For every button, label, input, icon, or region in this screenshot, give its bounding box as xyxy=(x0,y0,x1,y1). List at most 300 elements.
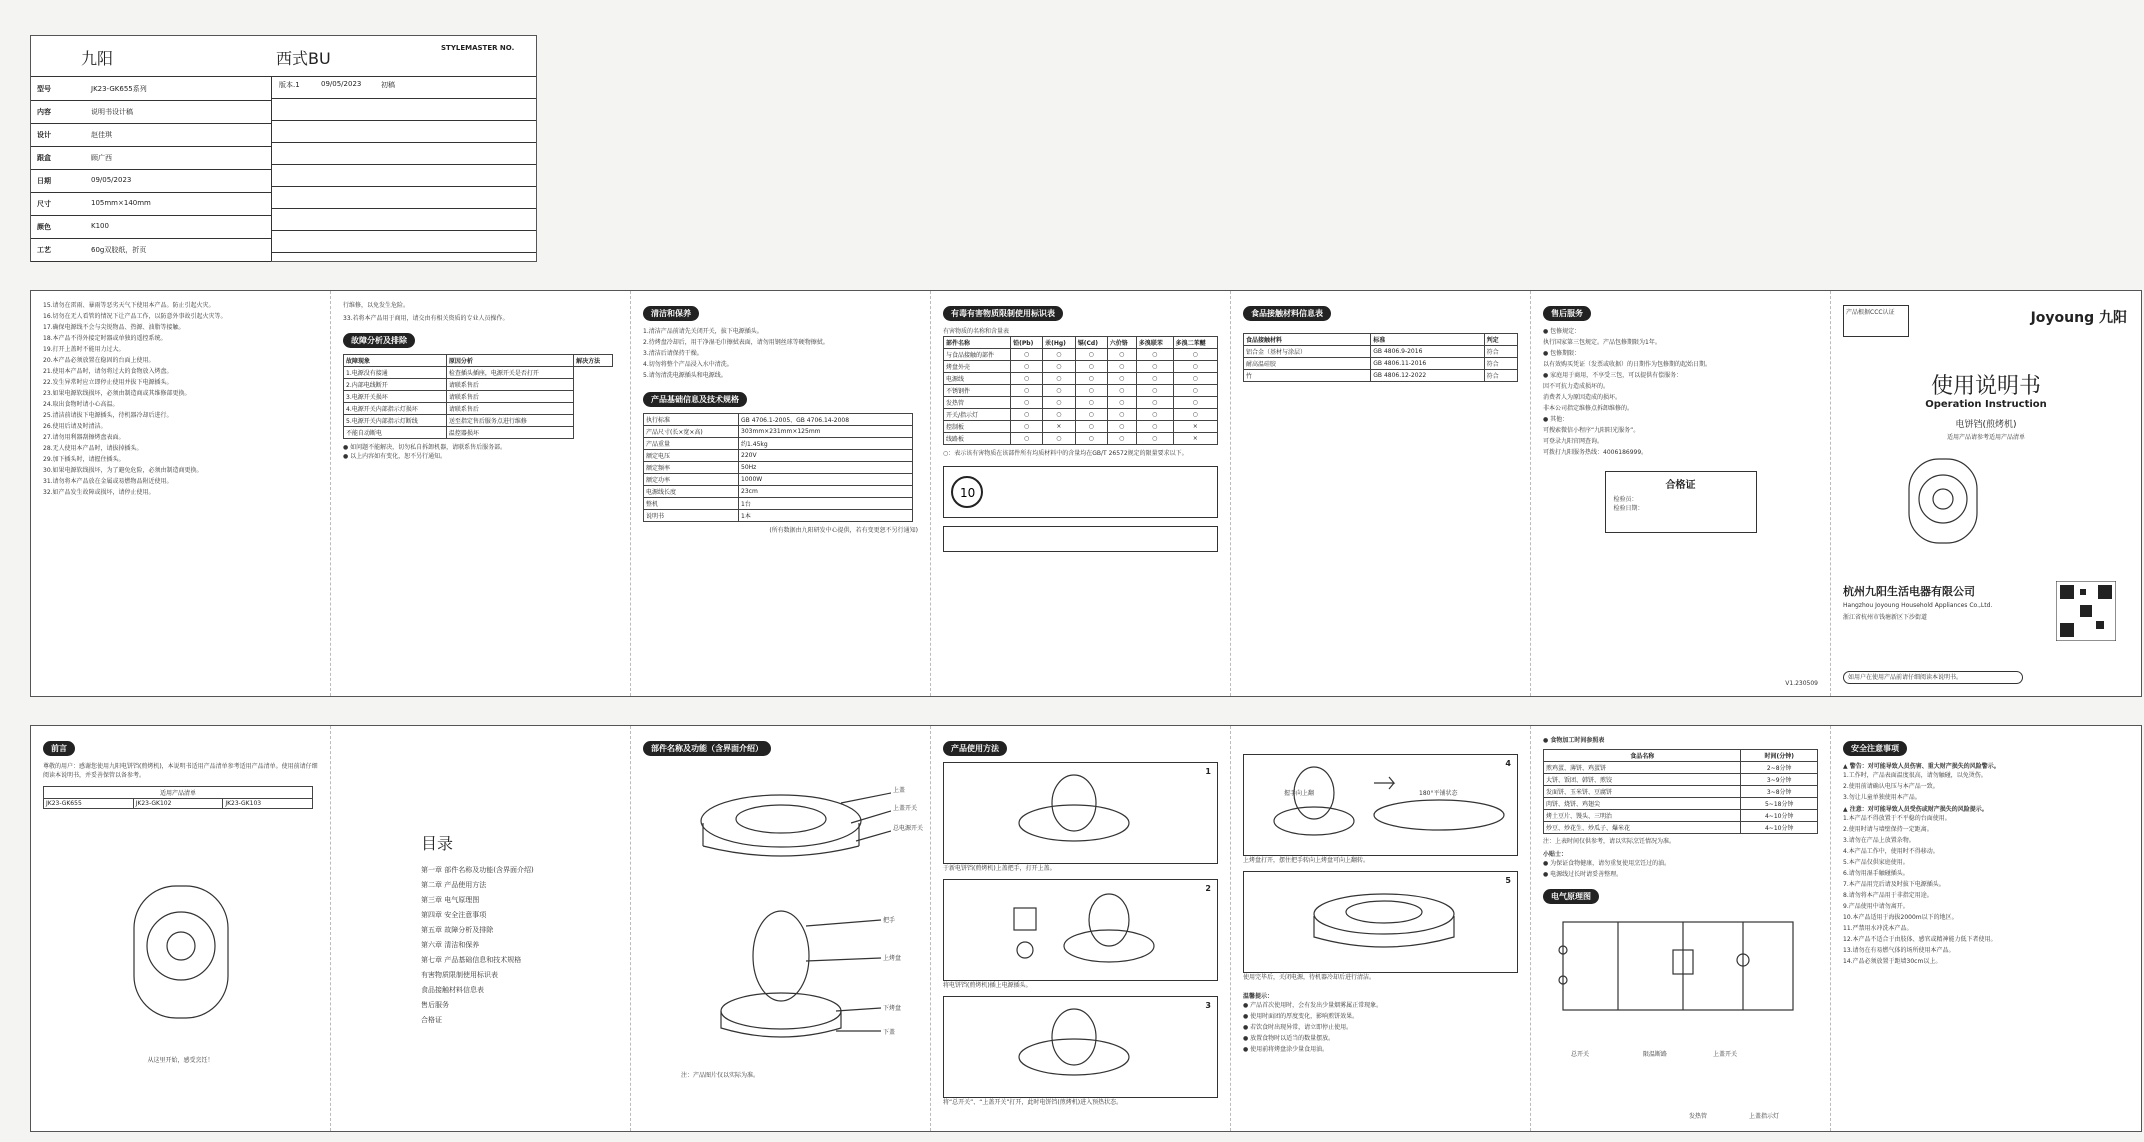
toc-item: 第五章 故障分析及排除 xyxy=(421,926,494,934)
spec-row-value: 09/05/2023 xyxy=(91,176,132,184)
spec-row-label: 型号 xyxy=(37,85,51,93)
tips-list xyxy=(1243,1001,1518,1054)
cook-food: 发面饼、玉米饼、豆腐饼 xyxy=(1544,786,1741,798)
cook-head-food: 食品名称 xyxy=(1544,750,1741,762)
spec-grid-line xyxy=(272,252,536,253)
hazard-head-cell: 多溴联苯 xyxy=(1136,337,1173,349)
step-1-illustration xyxy=(1014,771,1144,859)
clean-item: 5.请勿清洗电源插头和电源线。 xyxy=(643,372,727,379)
spec-row xyxy=(31,124,271,147)
hazard-cell: ○ xyxy=(1043,397,1076,409)
cook-time: 3~8分钟 xyxy=(1741,786,1818,798)
safety-continued-item: 26.使用后请及时清洁。 xyxy=(43,423,107,430)
food-row xyxy=(1244,370,1518,382)
hazard-cell: ○ xyxy=(1107,349,1136,361)
preface-title: 前言 xyxy=(43,741,75,756)
model-list-table xyxy=(43,786,313,809)
service-item: 以有效购买凭证（发票或收据）的日期作为包修期的起始日期。 xyxy=(1543,361,1712,368)
safety-continued-item: 21.使用本产品时，请勿将过大的食物放入烤盘。 xyxy=(43,368,173,375)
hazard-cell: ○ xyxy=(1043,409,1076,421)
params-key: 整机 xyxy=(644,498,739,510)
certificate-inspector: 检验员： xyxy=(1613,496,1638,503)
preface-footer: 从这里开始，感受烹饪！ xyxy=(147,1057,214,1064)
hazard-cell: ○ xyxy=(1043,349,1076,361)
top-panel-food xyxy=(1231,291,1531,696)
params-value: GB 4706.1-2005、GB 4706.14-2008 xyxy=(739,414,913,426)
preface-text: 尊敬的用户：感谢您使用九阳电饼铛(煎烤机)，本说明书适用产品清单参考适用产品清单。使用前请仔细阅读本说明书，并妥善保管以备参考。 xyxy=(43,763,318,779)
version-label: V1.230509 xyxy=(1785,680,1818,687)
safety-caution-item: 6.请勿用湿手触碰插头。 xyxy=(1843,870,1909,877)
hint-item: ● 电源线过长时请妥善整理。 xyxy=(1543,871,1623,878)
top-panel-clean xyxy=(631,291,931,696)
hazard-cell: ○ xyxy=(1075,421,1107,433)
food-cell: 符合 xyxy=(1484,358,1517,370)
spec-grid-line xyxy=(272,208,536,209)
hazard-cell: ○ xyxy=(1075,397,1107,409)
food-cell: GB 4806.9-2016 xyxy=(1371,346,1484,358)
parts-note: 注：产品图片仅以实际为准。 xyxy=(681,1072,760,1079)
safety-caution-item: 7.本产品用完后请及时拔下电源插头。 xyxy=(1843,881,1945,888)
bottom-panel-preface xyxy=(31,726,331,1131)
safety-caution-item: 12.本产品不适合于由肢体、感官或精神能力低下者使用。 xyxy=(1843,936,1997,943)
safety-item-33: 33.若将本产品用于商用，请交由有相关资质的专业人员操作。 xyxy=(343,315,509,322)
params-row xyxy=(644,462,913,474)
cook-row xyxy=(1544,810,1818,822)
hazard-cell: ○ xyxy=(1043,385,1076,397)
spec-grid-line xyxy=(272,142,536,143)
params-row xyxy=(644,426,913,438)
cook-time: 5~18分钟 xyxy=(1741,798,1818,810)
product-illustration xyxy=(1903,451,1983,551)
cook-time: 2~8分钟 xyxy=(1741,762,1818,774)
spec-brand: 九阳 xyxy=(81,49,114,68)
cook-food: 肉饼、烧饼、鸡翅尖 xyxy=(1544,798,1741,810)
safety-caution-item: 14.产品必须放置于距墙30cm以上。 xyxy=(1843,958,1942,965)
hazard-cell: ○ xyxy=(1043,373,1076,385)
step-3-number: 3 xyxy=(1205,1001,1211,1010)
cook-time: 4~10分钟 xyxy=(1741,810,1818,822)
fault-row xyxy=(344,379,613,391)
clean-item: 1.清洁产品前请先关闭开关，拔下电源插头。 xyxy=(643,328,763,335)
bottom-panel-toc xyxy=(331,726,631,1131)
tip-item: ● 产品首次使用时，会有发出少量烟雾属正常现象。 xyxy=(1243,1002,1383,1009)
hazard-head-cell: 部件名称 xyxy=(944,337,1011,349)
safety-caution: ▲ 注意：对可能导致人员受伤或财产损失的风险提示。 xyxy=(1843,806,1988,813)
top-panel-safety-cont xyxy=(31,291,331,696)
spec-rows xyxy=(31,78,271,262)
clean-item: 3.清洁后请保持干燥。 xyxy=(643,350,703,357)
hazard-cell: ○ xyxy=(1173,373,1217,385)
hazard-row xyxy=(944,421,1218,433)
cook-row xyxy=(1544,822,1818,834)
hazard-cell: ○ xyxy=(1011,397,1043,409)
toc-item: 有害物质限制使用标识表 xyxy=(421,971,498,979)
hazard-cell: 不锈钢件 xyxy=(944,385,1011,397)
bottom-strip xyxy=(30,725,2142,1132)
safety-continued-item: 24.取出食物时请小心高温。 xyxy=(43,401,119,408)
step-4-illustration xyxy=(1264,763,1514,843)
hint-item: ● 为保证食物健康，请勿重复使用烹饪过的油。 xyxy=(1543,860,1671,867)
params-title: 产品基础信息及技术规格 xyxy=(643,392,747,407)
hazard-cell: ○ xyxy=(1011,409,1043,421)
fault-note-1: ● 如问题不能解决，切勿私自拆卸机器，请联系售后服务部。 xyxy=(343,444,507,451)
top-strip xyxy=(30,290,2142,697)
hazard-cell: ○ xyxy=(1173,361,1217,373)
service-item: 执行国家第三包规定。产品包修期限为1年。 xyxy=(1543,339,1661,346)
spec-stylemaster: STYLEMASTER NO. xyxy=(441,44,515,52)
toc-item: 合格证 xyxy=(421,1016,442,1024)
spec-row-label: 内容 xyxy=(37,108,51,116)
params-value: 约1.45kg xyxy=(739,438,913,450)
cook-time: 3~9分钟 xyxy=(1741,774,1818,786)
service-item: ● 包修期限： xyxy=(1543,350,1581,357)
hazard-cell: ○ xyxy=(1107,361,1136,373)
safety-continued-item: 30.如果电源软线损坏，为了避免危险，必须由制造商更换。 xyxy=(43,467,203,474)
circuit-title: 电气原理图 xyxy=(1543,889,1599,904)
hazard-bottom-box xyxy=(943,526,1218,552)
recycle-box xyxy=(943,466,1218,518)
food-cell: GB 4806.11-2016 xyxy=(1371,358,1484,370)
hazard-cell: ○ xyxy=(1136,373,1173,385)
svg-text:10: 10 xyxy=(960,486,976,500)
cook-title: ● 食物加工时间参照表 xyxy=(1543,737,1605,744)
params-value: 1000W xyxy=(739,474,913,486)
step-4-text: 上烤盘打开，摆住把手转向上烤盘可向上翻转。 xyxy=(1243,857,1370,864)
cook-food: 烤土豆片、馒头、三明治 xyxy=(1544,810,1741,822)
spec-row-label: 跟盒 xyxy=(37,154,51,162)
service-title: 售后服务 xyxy=(1543,306,1591,321)
spec-row-value: 105mm×140mm xyxy=(91,199,151,207)
tip-item: ● 使用前将烤盘涂少量食用油。 xyxy=(1243,1046,1329,1053)
spec-style: 西式BU xyxy=(276,49,331,68)
cook-row xyxy=(1544,774,1818,786)
cover-logo: Joyoung 九阳 xyxy=(2030,310,2127,326)
part-label-handle: 把手 xyxy=(883,917,896,924)
hazard-cell: ○ xyxy=(1011,361,1043,373)
spec-row xyxy=(31,78,271,101)
part-label-upper-plate: 上烤盘 xyxy=(883,955,902,962)
hazard-cell: ○ xyxy=(1107,433,1136,445)
preface-product-illustration xyxy=(126,876,236,1026)
spec-row-label: 日期 xyxy=(37,177,51,185)
safety-continued-item: 20.本产品必须放置在稳固的台面上使用。 xyxy=(43,357,155,364)
hazard-cell: 开关/指示灯 xyxy=(944,409,1011,421)
service-item: 消费者人为原因造成的损坏。 xyxy=(1543,394,1622,401)
part-label-base: 下盖 xyxy=(883,1029,896,1036)
hazard-cell: ○ xyxy=(1043,361,1076,373)
bottom-panel-cook xyxy=(1531,726,1831,1131)
safety-caution-item: 13.请勿在有易燃气体的场所使用本产品。 xyxy=(1843,947,1955,954)
certificate-title: 合格证 xyxy=(1665,480,1696,491)
step-4-number: 4 xyxy=(1505,759,1511,768)
hazard-cell: ○ xyxy=(1136,349,1173,361)
fault-solution: 请联系售后 xyxy=(446,391,573,403)
hazard-cell: ○ xyxy=(1136,361,1173,373)
fault-row xyxy=(344,391,613,403)
spec-version: 版本.1 xyxy=(279,81,300,89)
spec-row xyxy=(31,193,271,216)
safety-continued-item: 17.确保电源线不会与尖锐物品、热源、油脂等接触。 xyxy=(43,324,185,331)
hazard-table xyxy=(943,336,1218,445)
service-item: 因不可抗力造成损坏的。 xyxy=(1543,383,1610,390)
top-panel-fault xyxy=(331,291,631,696)
circuit-diagram xyxy=(1543,910,1813,1025)
service-item: 可登录九阳官网查询。 xyxy=(1543,438,1604,445)
toc-item: 食品接触材料信息表 xyxy=(421,986,484,994)
hazard-cell: ○ xyxy=(1075,349,1107,361)
safety-list-2 xyxy=(1843,814,2129,966)
food-cell: 铝合金（基材与涂层） xyxy=(1244,346,1371,358)
safety-continued-item: 19.打开上盖时不能用力过大。 xyxy=(43,346,125,353)
safety-continued-item: 18.本产品不得外接定时器或单独的遥控系统。 xyxy=(43,335,167,342)
toc-item: 第七章 产品基础信息和技术规格 xyxy=(421,956,522,964)
food-head-material: 食品接触材料 xyxy=(1244,334,1371,346)
fault-cause: 4.电源开关内部指示灯损坏 xyxy=(344,403,447,415)
params-row xyxy=(644,414,913,426)
hazard-cell: ○ xyxy=(1075,361,1107,373)
top-panel-service xyxy=(1531,291,1831,696)
hazard-row xyxy=(944,361,1218,373)
spec-right-lines xyxy=(272,76,536,261)
part-label-lid-switch: 上盖开关 xyxy=(893,805,918,812)
cook-food: 煎鸡蛋、薄饼、鸡蛋饼 xyxy=(1544,762,1741,774)
toc-item: 第四章 安全注意事项 xyxy=(421,911,487,919)
fault-head-symptom: 故障现象 xyxy=(344,355,447,367)
hazard-cell: ○ xyxy=(1107,421,1136,433)
fault-solution: 检查插头插座，电源开关是否打开 xyxy=(446,367,573,379)
service-item: ● 其他： xyxy=(1543,416,1569,423)
spec-row-value: 说明书设计稿 xyxy=(91,108,133,116)
safety-caution-item: 2.使用时请与墙壁保持一定距离。 xyxy=(1843,826,1933,833)
safety-caution-item: 3.请勿在产品上放置杂物。 xyxy=(1843,837,1915,844)
food-cell: 耐高温硅胶 xyxy=(1244,358,1371,370)
hazard-cell: ○ xyxy=(1136,433,1173,445)
part-label-top-cover: 上盖 xyxy=(893,787,906,794)
safety-continued-item: 25.清洁前请拔下电源插头，待机器冷却后进行。 xyxy=(43,412,173,419)
step-2-number: 2 xyxy=(1205,884,1211,893)
params-row xyxy=(644,474,913,486)
hazard-cell: ○ xyxy=(1136,409,1173,421)
fault-table xyxy=(343,354,613,439)
hazard-cell: ○ xyxy=(1173,397,1217,409)
parts-diagram-open xyxy=(711,906,891,1046)
hazard-cell: ○ xyxy=(1107,397,1136,409)
food-cell: 符合 xyxy=(1484,346,1517,358)
safety-item: 2.使用前请确认电压与本产品一致。 xyxy=(1843,783,1939,790)
tip-item: ● 放置食物时以适当的数量摆放。 xyxy=(1243,1035,1335,1042)
hazard-cell: ○ xyxy=(1107,373,1136,385)
params-value: 1台 xyxy=(739,498,913,510)
params-key: 额定功率 xyxy=(644,474,739,486)
cover-company-cn: 杭州九阳生活电器有限公司 xyxy=(1843,585,1975,598)
safety-tail: 行维修，以免发生危险。 xyxy=(343,302,410,309)
safety-continued-item: 28.无人使用本产品时，请拔掉插头。 xyxy=(43,445,143,452)
safety-continued-item: 22.发生异常时应立即停止使用并拔下电源插头。 xyxy=(43,379,173,386)
cover-note: 适用产品请参考适用产品清单 xyxy=(1946,434,2025,441)
hazard-cell: ○ xyxy=(1136,385,1173,397)
fault-row xyxy=(344,427,613,439)
hazard-cell: ○ xyxy=(1075,385,1107,397)
params-key: 产品重量 xyxy=(644,438,739,450)
qr-code-icon xyxy=(2056,581,2116,641)
hazard-title: 有毒有害物质限制使用标识表 xyxy=(943,306,1063,321)
food-head-standard: 标准 xyxy=(1371,334,1484,346)
params-key: 执行标准 xyxy=(644,414,739,426)
safety-caution-item: 5.本产品仅供家庭使用。 xyxy=(1843,859,1909,866)
spec-card xyxy=(30,35,537,262)
spec-row-value: JK23-GK655系列 xyxy=(91,85,147,93)
usage-title: 产品使用方法 xyxy=(943,741,1007,756)
toc-item: 第三章 电气原理图 xyxy=(421,896,480,904)
step-2-text: 将电饼铛(煎烤机)插上电源插头。 xyxy=(943,982,1032,989)
clean-item: 4.切勿将整个产品浸入水中清洗。 xyxy=(643,361,733,368)
params-key: 电源线长度 xyxy=(644,486,739,498)
hazard-cell: 与食品接触的部件 xyxy=(944,349,1011,361)
fault-row xyxy=(344,415,613,427)
spec-row xyxy=(31,170,271,193)
toc-item: 第一章 部件名称及功能(含界面介绍) xyxy=(421,866,534,874)
hazard-row xyxy=(944,349,1218,361)
toc-title: 目录 xyxy=(421,834,454,853)
safety-item: 3.勿让儿童单独使用本产品。 xyxy=(1843,794,1921,801)
params-row xyxy=(644,486,913,498)
hint-title: 小贴士： xyxy=(1543,851,1568,858)
spec-row-value: 60g双胶纸，折页 xyxy=(91,246,147,254)
cook-row xyxy=(1544,798,1818,810)
clean-title: 清洁和保养 xyxy=(643,306,699,321)
cook-row xyxy=(1544,762,1818,774)
params-value: 1本 xyxy=(739,510,913,522)
params-note: (所有数据由九阳研发中心提供，若有变更恕不另行通知) xyxy=(769,527,918,534)
hints-list xyxy=(1543,859,1818,879)
hazard-cell: 电源线 xyxy=(944,373,1011,385)
step-5-illustration xyxy=(1304,882,1474,962)
safety-continued-item: 27.请勿用利器刮擦烤盘表面。 xyxy=(43,434,125,441)
spec-row-label: 设计 xyxy=(37,131,51,139)
model-1: JK23-GK655 xyxy=(44,799,134,809)
params-row xyxy=(644,450,913,462)
parts-title: 部件名称及功能（含界面介绍） xyxy=(643,741,771,756)
toc-list xyxy=(421,866,534,1031)
spec-grid-line xyxy=(272,120,536,121)
fault-cause: 5.电源开关内部指示灯断线 xyxy=(344,415,447,427)
tips-title: 温馨提示： xyxy=(1243,993,1274,1000)
hazard-head-cell: 六价铬 xyxy=(1107,337,1136,349)
hazard-cell: ○ xyxy=(1136,397,1173,409)
params-key: 产品尺寸(长×宽×高) xyxy=(644,426,739,438)
toc-item: 售后服务 xyxy=(421,1001,449,1009)
circuit-label-indicator: 上盖指示灯 xyxy=(1749,1113,1780,1120)
params-key: 说明书 xyxy=(644,510,739,522)
service-item: 可拨打九阳服务热线：4006186999。 xyxy=(1543,449,1648,456)
hazard-cell: ○ xyxy=(1011,373,1043,385)
hazard-row xyxy=(944,373,1218,385)
hazard-cell: ○ xyxy=(1011,433,1043,445)
service-item: 非本公司指定维修点拆卸维修的。 xyxy=(1543,405,1634,412)
food-cell: GB 4806.12-2022 xyxy=(1371,370,1484,382)
hazard-cell: ○ xyxy=(1043,433,1076,445)
hazard-cell: × xyxy=(1173,421,1217,433)
food-table xyxy=(1243,333,1518,382)
params-row xyxy=(644,510,913,522)
safety-caution-item: 1.本产品不得放置于不平稳的台面使用。 xyxy=(1843,815,1951,822)
hazard-cell: ○ xyxy=(1107,409,1136,421)
spec-row xyxy=(31,216,271,239)
hazard-row xyxy=(944,433,1218,445)
cover-title-en: Operation Instruction xyxy=(1925,399,2047,410)
hazard-cell: ○ xyxy=(1173,409,1217,421)
top-panel-cover xyxy=(1831,291,2141,696)
bottom-panel-parts xyxy=(631,726,931,1131)
spec-row xyxy=(31,239,271,262)
fault-head-cause: 原因分析 xyxy=(446,355,573,367)
spec-grid-line xyxy=(272,164,536,165)
fault-cause: 不能自动断电 xyxy=(344,427,447,439)
spec-row xyxy=(31,101,271,124)
fault-cause: 1.电源没有接通 xyxy=(344,367,447,379)
fault-solution: 请联系售后 xyxy=(446,403,573,415)
spec-row-label: 尺寸 xyxy=(37,200,51,208)
hazard-cell: ○ xyxy=(1011,421,1043,433)
safety-item: 1.工作时，产品表面温度很高，请勿触碰，以免烫伤。 xyxy=(1843,772,1987,779)
bottom-panel-usage-b xyxy=(1231,726,1531,1131)
ccc-stamp: 产品根据CCC认证 xyxy=(1843,305,1909,337)
step-5-number: 5 xyxy=(1505,876,1511,885)
safety-continued-item: 29.加下插头时，请握住插头。 xyxy=(43,456,125,463)
cover-product: 电饼铛(煎烤机) xyxy=(1955,420,2017,430)
safety-caution-item: 4.本产品工作中，使用时不得移动。 xyxy=(1843,848,1939,855)
bottom-panel-safety xyxy=(1831,726,2141,1131)
tip-item: ● 若饮食时出现异常，请立即停止使用。 xyxy=(1243,1024,1353,1031)
safety-continued-item: 23.如果电源软线损坏，必须由制造商或其维修部更换。 xyxy=(43,390,191,397)
fault-solution: 温控器损坏 xyxy=(446,427,573,439)
model-2: JK23-GK102 xyxy=(133,799,223,809)
food-cell: 符合 xyxy=(1484,370,1517,382)
hazard-cell: ○ xyxy=(1075,409,1107,421)
spec-grid-line xyxy=(272,186,536,187)
step-4-label-flat: 180°平铺状态 xyxy=(1419,790,1458,797)
toc-item: 第六章 清洁和保养 xyxy=(421,941,480,949)
hazard-cell: 控制板 xyxy=(944,421,1011,433)
hazard-cell: ○ xyxy=(1075,433,1107,445)
params-key: 额定频率 xyxy=(644,462,739,474)
clean-list xyxy=(643,327,918,380)
part-label-main-switch: 总电源开关 xyxy=(893,825,924,832)
tip-item: ● 使用时面团的厚度变化，影响煎饼效果。 xyxy=(1243,1013,1359,1020)
spec-row-value: 顾广西 xyxy=(91,154,112,162)
hazard-cell: ○ xyxy=(1173,349,1217,361)
fault-note-2: ● 以上内容如有变化，恕不另行通知。 xyxy=(343,453,447,460)
part-label-lower-plate: 下烤盘 xyxy=(883,1005,902,1012)
circuit-label-lid-switch: 上盖开关 xyxy=(1713,1051,1738,1058)
service-item: ● 家庭用于商用，不享受三包，可以提供有偿服务： xyxy=(1543,372,1683,379)
params-value: 23cm xyxy=(739,486,913,498)
hazard-note: ○：表示该有害物质在该部件所有均质材料中的含量均在GB/T 26572规定的限量要求以下。 xyxy=(943,450,1188,457)
cook-head-time: 时间(分钟) xyxy=(1741,750,1818,762)
hazard-cell: ○ xyxy=(1075,373,1107,385)
safety-continued-item: 31.请勿将本产品放在金属或易燃物品附近使用。 xyxy=(43,478,173,485)
recycle-icon xyxy=(950,475,984,509)
hazard-row xyxy=(944,385,1218,397)
spec-row-value: K100 xyxy=(91,222,109,230)
params-key: 额定电压 xyxy=(644,450,739,462)
step-2-box xyxy=(943,879,1218,981)
hazard-cell: 烤盘外壳 xyxy=(944,361,1011,373)
params-value: 50Hz xyxy=(739,462,913,474)
certificate-date: 检验日期： xyxy=(1613,505,1644,512)
params-row xyxy=(644,498,913,510)
step-2-illustration xyxy=(1004,888,1164,976)
